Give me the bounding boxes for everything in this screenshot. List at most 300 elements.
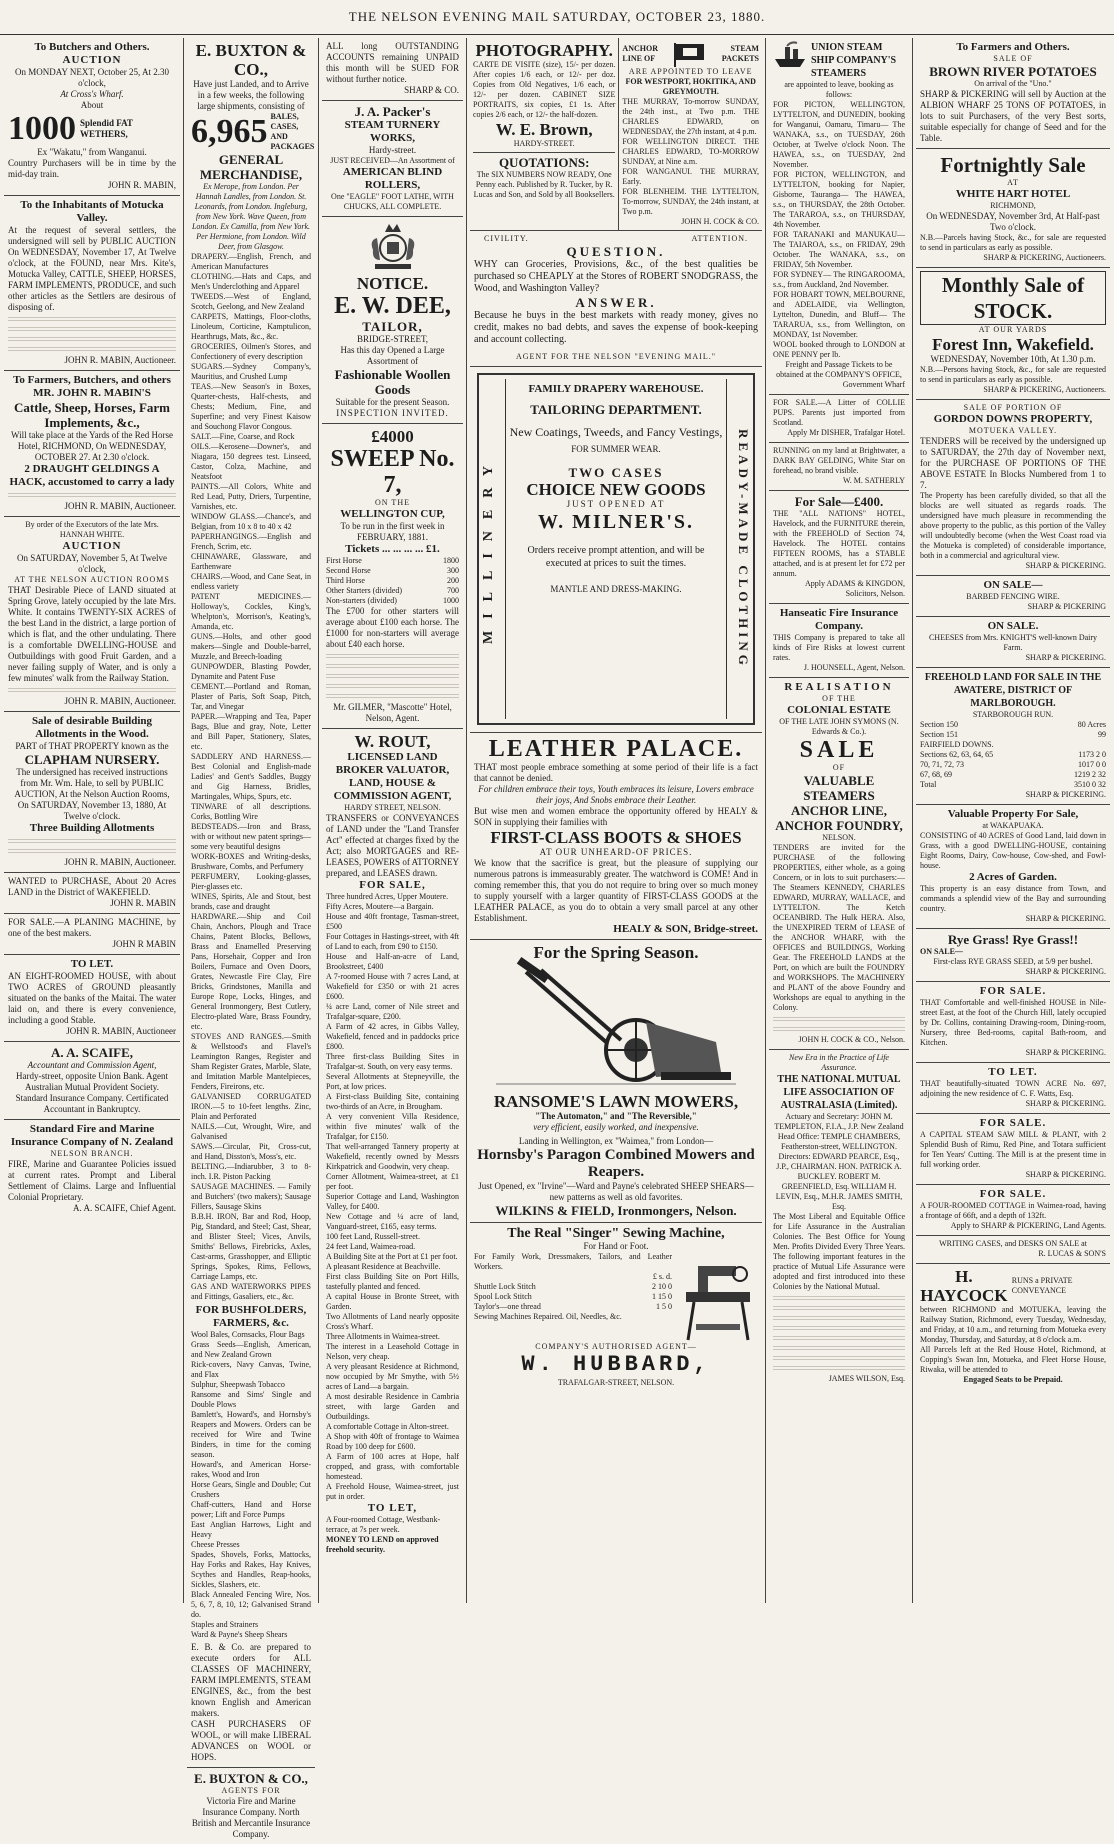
ad-signature: JOHN R. MABIN [110, 898, 176, 908]
text-lines [8, 325, 176, 333]
acreage-row [920, 770, 1106, 780]
sailing-item: FOR TARANAKI and MANUKAU— The TAIAROA, s.s., on FRIDAY, 29th October. The WANAKA, s.s., on FRIDAY, 5th November. [773, 230, 905, 269]
ad-title: Sale of desirable Building Allotments in the Wood. [31, 715, 153, 740]
ad-amount: £4000 [371, 427, 414, 446]
column-rule [765, 38, 766, 1603]
ad-clapham [4, 712, 180, 873]
property-item: A First-class Building Site, containing two-thirds of an Acre, in Brougham. [326, 1092, 459, 1111]
row-label: First Horse [326, 556, 362, 565]
ad-text: On arrival of the "Uno." [974, 79, 1052, 88]
ad-wanted [4, 873, 180, 914]
ad-title: To Farmers, Butchers, and others [13, 374, 171, 386]
ad-heading: FOR SALE, [359, 879, 426, 891]
column-4 [470, 38, 762, 1603]
merchandise-item: BELTING.—Indiarubber, 3 to 8-inch. I.R. Piston Packing [191, 1162, 311, 1181]
merchandise-item: B.B.H. IRON, Bar and Rod, Hoop, Pig, Standard, and Steel; Cast, Shear, and Blister Steel; Vices, Anvils, Smiths' Bellows, Firebricks, Axles, Cast-arms, Grasshopper, and Elliptic Springs, Spokes, Rims, Fellows, Carriage Lamps, etc. [191, 1212, 311, 1281]
ad-name: A. A. SCAIFE, [51, 1045, 133, 1060]
ad-writing-cases [916, 1236, 1110, 1264]
ad-butchers [4, 38, 180, 196]
ad-models: "The Automaton," and "The Reversible," [535, 1111, 697, 1121]
row-label: Section 150 [920, 720, 958, 729]
property-item: A 7-roomed House with 7 acres Land, at Wakefield for £350 or with 21 acres £600. [326, 972, 459, 1001]
ad-text: OF THE [822, 694, 856, 703]
merchandise-item: PATENT MEDICINES.—Holloway's, Cockles, King's, Whelpton's, Morrison's, Keating's, Amanda, etc. [191, 592, 311, 631]
ad-signature: SHARP & CO. [404, 85, 459, 95]
ad-label: ANCHOR [622, 44, 658, 53]
ad-body: Has this day Opened a Large Assortment of [340, 345, 445, 366]
ad-body: FOR WANGANUI. THE MURRAY, Early. [622, 167, 759, 186]
property-item: Three Allotments in Waimea-street. [326, 1332, 440, 1341]
merchandise-item: WORK-BOXES and Writing-desks, Brushware, Combs, and Perfumery [191, 852, 311, 871]
merchandise-item: GUNS.—Holts, and other good makers—Single and Double-barrel, Muzzle, and Breech-loading [191, 632, 311, 661]
ad-title: TO LET. [988, 1066, 1038, 1078]
ad-verse: For children embrace their toys, Youth embraces its leisure, Lovers embrace their joys, And Snobs embrace their Leather. [478, 784, 754, 805]
ad-text: MOTUEKA VALLEY. [968, 426, 1058, 435]
ad-signature: JOHN R. MABIN, [107, 180, 176, 190]
farm-goods-item: Sulphur, Sheepwash Tobacco [191, 1380, 285, 1389]
ad-subtitle: Accountant and Commission Agent, [27, 1060, 157, 1070]
ad-body: TENDERS will be received by the undersigned up to SATURDAY, the 27th day of November next, for the PURCHASE OF PORTIONS OF THE ABOVE ESTATE In Blocks Numbered from 1 to 7. [920, 436, 1106, 490]
ad-title: LEATHER PALACE. [488, 736, 744, 762]
property-item: Three hundred Acres, Upper Moutere. [326, 892, 449, 901]
ad-title: FOR SALE. [979, 1188, 1047, 1200]
ad-dee [322, 217, 463, 424]
top-row [470, 38, 762, 231]
prize-row [326, 596, 459, 606]
ad-body: CARTE DE VISITE (size), 15/- per dozen. After copies 1/6 each, or 12/- per doz. Copies from Old Negatives, 1/6 each, or 12/- per dozen. CABINET SIZE PORTRAITS, six copies, £1 1s. After copies 2/6 each, or 12/- the half-dozen. [473, 60, 616, 119]
ad-subtitle: AUCTION [62, 54, 122, 66]
ad-date: On MONDAY NEXT, October 25, At 2.30 o'clock, [15, 67, 169, 88]
ad-body: A CAPITAL STEAM SAW MILL & PLANT, with 2 Splendid Bush of Rimu, Red Pine, and Totara sufficient for Ten Years' Cutting. The Mill is at the present time in full working order. [920, 1130, 1106, 1169]
steamship-icon [773, 41, 807, 69]
ad-signature: SHARP & PICKERING. [1025, 914, 1106, 923]
row-label: Second Horse [326, 566, 371, 575]
ad-white-estate [4, 517, 180, 712]
ad-date: On SATURDAY, November 5, At Twelve o'clock, [17, 553, 167, 574]
milner-frame [477, 373, 755, 725]
merchandise-item: WINDOW GLASS.—Chance's, and Belgian, from 10 x 8 to 40 x 42 [191, 512, 311, 531]
ad-name: W. HUBBARD, [521, 1352, 711, 1377]
ad-trade: TAILOR, [362, 319, 423, 334]
ad-title: FOR SALE. [979, 1117, 1047, 1129]
ad-heading: FOR BUSHFOLDERS, FARMERS, &c. [195, 1304, 307, 1329]
column-rule [466, 38, 467, 1603]
ad-signature: JOHN R. MABIN, Auctioneer. [64, 501, 176, 511]
currency-header: £ s. d. [652, 1272, 672, 1281]
merchandise-item: SALT.—Fine, Coarse, and Rock [191, 432, 295, 441]
ad-body: Victoria Fire and Marine Insurance Company. North British and Mercantile Insurance Company. [191, 1796, 311, 1839]
property-item: A most desirable Residence in Cambria street, with large Garden and Outbuildings. [326, 1392, 459, 1421]
column-5 [769, 38, 909, 1603]
farm-goods-item: Cheese Presses [191, 1540, 240, 1549]
ad-mabin-sale [4, 371, 180, 517]
ad-fencing-wire [916, 576, 1110, 617]
merchandise-item: GAS AND WATERWORKS PIPES and Fittings, Gasaliers, etc., &c. [191, 1282, 311, 1301]
sailing-item: FOR PICTON, WELLINGTON, LYTTELTON, and DUNEDIN, booking for Wanganui, Oamaru, Timaru— The WANAKA, s.s., on TUESDAY, 26th October, at Twelve o'clock Noon. The HAWEA, s.s., on TUESDAY, 2nd November. [773, 100, 905, 169]
text-lines [8, 345, 176, 353]
ad-body: The undersigned has received instructions from Mr. Wm. Hale, to sell by PUBLIC AUCTION, At the Nelson Auction Rooms, On SATURDAY, November 13, 1880, At Twelve o'clock. [14, 767, 170, 821]
property-item: A very convenient Villa Residence, within five minutes' walk of the Trafalgar, for £150. [326, 1112, 459, 1141]
farm-goods-item: Bamlett's, Howard's, and Hornsby's Reapers and Mowers. Orders can be received for Wire and Twine Binders, in time for the coming season. [191, 1410, 311, 1459]
row-label: Taylor's—one thread [474, 1302, 541, 1311]
property-item: Three first-class Building Sites in Trafalgar-st. South, on very easy terms. [326, 1052, 459, 1071]
ad-title: QUESTION. [566, 244, 666, 259]
ad-buxton-agents [187, 1768, 315, 1844]
ad-title: To the Inhabitants of Motucka Valley. [20, 199, 164, 224]
ad-place: AT THE NELSON AUCTION ROOMS [14, 575, 170, 584]
ad-symons-estate [769, 678, 909, 1050]
ad-name: W. ROUT, [354, 732, 431, 751]
ad-body: JUST RECEIVED—An Assortment of [330, 156, 455, 165]
row-label: 70, 71, 72, 73 [920, 760, 964, 769]
ad-packer [322, 101, 463, 217]
prize-row [326, 586, 459, 596]
row-label: Sections 62, 63, 64, 65 [920, 750, 994, 759]
ad-street: TRAFALGAR-STREET, NELSON. [557, 1378, 675, 1387]
ad-side-label: READY-MADE CLOTHING [736, 429, 751, 669]
ad-title: E. BUXTON & CO., [194, 1771, 308, 1786]
ad-title: J. A. Packer's [354, 104, 431, 119]
ad-body: SHARP & PICKERING will sell by Auction at the ALBION WHARF 25 TONS OF POTATOES, in lots to suit Purchasers, of the very Best sorts, suitable especially for change of Seed and for the Table. [920, 89, 1106, 143]
merchandise-item: SAUSAGE MACHINES. — Family and Butchers' (two makers); Sausage Fillers, Sausage Skins [191, 1182, 311, 1211]
merchandise-item: SADDLERY AND HARNESS.—Best Colonial and English-made Ladies' and Gent's Saddles, Buggy and Gig Harness, Bridles, Martingales, Whips, Spurs, etc. [191, 752, 311, 801]
lawn-mower-illustration [486, 962, 746, 1092]
ad-union-steam [769, 38, 909, 395]
acreage-row [920, 760, 1106, 770]
ad-signature: SHARP & PICKERING. [1025, 1170, 1106, 1179]
row-label: Spool Lock Stitch [474, 1292, 532, 1301]
property-item: Fifty Acres, Moutere—a Bargain. [326, 902, 434, 911]
ad-saw-mill [916, 1114, 1110, 1185]
row-value: 3510 0 32 [1074, 780, 1106, 789]
ad-standard-insurance [4, 1120, 180, 1218]
ad-body: FOR SALE.—A Litter of COLLIE PUPS. Parents just imported from Scotland. [773, 398, 905, 427]
text-lines [8, 335, 176, 343]
prize-row [326, 576, 459, 586]
ad-street: HARDY STREET, NELSON. [344, 803, 441, 812]
acreage-table [920, 720, 1106, 790]
ad-heading: Cattle, Sheep, Horses, Farm Implements, &c., [14, 400, 170, 430]
row-value: 2 10 0 [652, 1282, 672, 1291]
ad-text: Ex "Wakatu," from Wanganui. [37, 147, 147, 157]
row-value: 200 [447, 576, 459, 585]
ad-signature: Apply Mr DISHER, Trafalgar Hotel. [787, 428, 905, 437]
ad-heading: TAILORING DEPARTMENT. [530, 402, 702, 417]
ad-name: E. W. DEE, [334, 293, 451, 319]
ad-number: 1000 [8, 110, 76, 147]
ad-notice: NOTICE. [356, 274, 429, 293]
ad-subtitle: are appointed to leave, booking as follows: [784, 80, 894, 99]
text-lines [326, 672, 459, 680]
property-item: New Cottage and ¼ acre of land, Vanguard-street, £165, easy terms. [326, 1212, 459, 1231]
merchandise-item: GUNPOWDER, Blasting Powder, Dynamite and Patent Fuse [191, 662, 311, 681]
ad-place: At Cross's Wharf. [60, 89, 124, 99]
ad-text: Country Purchasers will be in time by the mid-day train. [8, 158, 176, 179]
ad-street: BRIDGE-STREET, [356, 334, 429, 344]
ad-cottage [916, 1185, 1110, 1236]
text-lines [8, 837, 176, 845]
masthead: THE NELSON EVENING MAIL SATURDAY, OCTOBER 23, 1880. [0, 0, 1114, 35]
ad-body: New Coatings, Tweeds, and Fancy Vestings, [509, 425, 723, 439]
ad-signature: JOHN R. MABIN, Auctioneer. [64, 355, 176, 365]
property-item: House and Half-an-acre of Land, Brookstreet, £400 [326, 952, 459, 971]
column-3 [322, 38, 463, 1603]
merchandise-item: OILS.—Kerosene—Downer's, and Niagara, 150 degrees test. Linseed, Castor, Colza, Machine, and Neatsfoot [191, 442, 311, 481]
ad-label: CIVILITY. [484, 234, 529, 243]
text-lines [773, 1334, 905, 1342]
ad-scaife [4, 1042, 180, 1120]
ad-heading: 2 Acres of Garden. [969, 871, 1057, 883]
ad-signature: WILKINS & FIELD, Ironmongers, Nelson. [495, 1203, 737, 1218]
ad-body: THAT beautifully-situated TOWN ACRE No. 697, adjoining the new residence of C. F. Watts, Esq. [920, 1079, 1106, 1098]
ad-signature: Engaged Seats to be Prepaid. [963, 1375, 1063, 1384]
ad-body: The £700 for other starters will average about £100 each horse. The £1000 for non-starters will average about £40 each horse. [326, 606, 459, 649]
merchandise-item: GALVANISED CORRUGATED IRON.—5 to 10-feet lengths. Zinc, Plain and Perforated [191, 1092, 311, 1121]
farm-goods-item: Horse Gears, Single and Double; Cut Crushers [191, 1480, 311, 1499]
ad-title: FAMILY DRAPERY WAREHOUSE. [528, 383, 704, 395]
ad-body: THAT most people embrace something at some period of their life is a fact that cannot be denied. [474, 762, 758, 783]
text-lines [326, 682, 459, 690]
ad-name: MR. JOHN R. MABIN'S [33, 387, 151, 399]
ad-body: All Parcels left at the Red House Hotel, Richmond, at Copping's Swan Inn, Motueka, and Fleet Horse House, Riwaka, will be attended to [920, 1345, 1106, 1374]
ad-footer: AGENT FOR THE NELSON "EVENING MAIL." [515, 352, 716, 361]
ad-wakapuaka [916, 805, 1110, 929]
ad-name: W. E. Brown, [495, 120, 593, 139]
ad-body: CASH PURCHASERS OF WOOL, or will make LIBERAL ADVANCES on WOOL or HOPS. [191, 1719, 311, 1762]
ad-text: RICHMOND, [990, 201, 1036, 210]
farm-goods-item: Chaff-cutters, Hand and Horse power; Lift and Force Pumps [191, 1500, 311, 1519]
ad-body: At the request of several settlers, the undersigned will sell by PUBLIC AUCTION On WEDNESDAY, November 17, At Twelve o'clock, at the FOUND, near Mrs. Kite's, Motucka Valley, CATTLE, SHEEP, HORSES, FARM IMPLEMENTS, PRODUCE, and such other articles as the Settlers are desirous of disposing of. [8, 225, 176, 312]
row-value: 700 [447, 586, 459, 595]
ad-body: This property is an easy distance from Town, and commands a splendid view of the Bay and surrounding country. [920, 884, 1106, 913]
ad-text: Sewing Machines Repaired. Oil, Needles, &c. [474, 1312, 622, 1321]
ad-goods: Fashionable Woollen Goods [334, 367, 451, 397]
property-item: Four Cottages in Hastings-street, with 4ft of Land to each, from £90 to £150. [326, 932, 459, 951]
ad-text: SALE OF PORTION OF [963, 403, 1063, 412]
acreage-row [920, 740, 1106, 750]
sailing-item: FOR SYDNEY— The RINGAROOMA, s.s., from Auckland, 2nd November. [773, 270, 905, 289]
ad-subtitle: AGENTS FOR [221, 1786, 281, 1795]
ad-side-label: MILLINERY [481, 454, 496, 644]
ad-heading: Forest Inn, Wakefield. [932, 335, 1094, 354]
property-item: 100 feet Land, Russell-street. [326, 1232, 420, 1241]
ad-text: COMPANY'S AUTHORISED AGENT— [535, 1342, 697, 1351]
text-lines [773, 1304, 905, 1312]
text-lines [326, 662, 459, 670]
ad-heading: CHOICE NEW GOODS [526, 480, 706, 499]
ad-heading: STARBOROUGH RUN. [972, 710, 1054, 719]
ad-body: Because he buys in the best markets with ready money, gives no credit, makes no bad debts, and saves the expense of book-keeping and account collecting. [474, 310, 758, 345]
ad-heading: Hornsby's Paragon Combined Mowers and Reapers. [477, 1147, 755, 1180]
ad-heading: ANCHOR FOUNDRY, [775, 818, 903, 833]
ad-footer: MANTLE AND DRESS-MAKING. [550, 584, 682, 594]
property-list [326, 892, 459, 1502]
farm-goods-item: Staples and Strainers [191, 1620, 259, 1629]
ad-body: Hardy-street, opposite Union Bank. Agent Australian Mutual Provident Society. Standard Insurance Company. Certificated Accountant in Bankruptcy. [15, 1071, 169, 1114]
ad-text: Landing in Wellington, ex "Waimea," from London— [518, 1136, 714, 1146]
ad-gordon-downs [916, 400, 1110, 576]
merchandise-item: SAWS.—Circular, Pit, Cross-cut, and Hand, Disston's, Moss's, etc. [191, 1142, 311, 1161]
property-item: ¼ acre Land, corner of Nile street and Trafalgar-square, £200. [326, 1002, 459, 1021]
ad-body: BARBED FENCING WIRE. [966, 592, 1060, 601]
ad-motucka [4, 196, 180, 371]
ad-text: AT [1007, 178, 1019, 187]
ad-title: ANSWER. [575, 295, 657, 310]
merchandise-item: DRAPERY.—English, French, and American Manufactures [191, 252, 311, 271]
ad-subtitle: For Hand or Foot. [583, 1241, 649, 1251]
ad-signature: R. LUCAS & SON'S [1038, 1249, 1106, 1258]
ad-signature: SHARP & PICKERING. [1025, 1099, 1106, 1108]
ad-body: CONSISTING of 40 ACRES of Good Land, laid down in Grass, with a good DWELLING-HOUSE, containing Eight Rooms, Dairy, Cow-house, Cow-shed, and Fowl-house. [920, 831, 1106, 870]
ad-monthly-sale [916, 268, 1110, 400]
ad-text: ON SALE— [920, 947, 963, 956]
ad-signature: HEALY & SON, Bridge-street. [613, 923, 758, 935]
ad-signature: SHARP & PICKERING, Auctioneers. [983, 253, 1106, 262]
ad-body: WANTED to PURCHASE, About 20 Acres LAND in the District of WAKEFIELD. [8, 876, 176, 897]
merchandise-item: HARDWARE.—Ship and Coil Chain, Anchors, Plough and Trace Chains, Patent Blocks, Bellows, Brass and Enamelled Preserving Pans, Horsehair, Copper and Iron Boilers, Furnace and Oven Doors, Grates, Newcastle Fire Clay, Fire Bricks, Grindstones, Manilla and Europe Rope, Locks, Hinges, and General Ironmongery, Best Cutlery, Electro-plated Ware, Brass Foundry, etc. [191, 912, 311, 1031]
sailing-list [773, 100, 905, 340]
ad-body: TRANSFERS or CONVEYANCES of LAND under the "Land Transfer Act" effected at charges fixed by the Act; also MORTGAGES and RE-LEASES, POWERS of ATTORNEY prepared, and LEASES drawn. [326, 813, 459, 878]
row-value: 99 [1098, 730, 1106, 739]
property-item: Several Allotments at Stepneyville, the Port, at low prices. [326, 1072, 459, 1091]
ad-title: SWEEP No. 7, [330, 446, 455, 498]
property-item: A Building Site at the Port at £1 per foot. [326, 1252, 458, 1261]
ad-title: Standard Fire and Marine Insurance Company of N. Zealand [10, 1123, 174, 1148]
farm-goods-item: Ransome and Sims' Single and Double Plows [191, 1390, 311, 1409]
ad-signature: JOHN R. MABIN, Auctioneer. [64, 857, 176, 867]
ad-date: To be run in the first week in FEBRUARY, 1881. [340, 521, 445, 542]
prize-row [326, 556, 459, 566]
ad-hanseatic [769, 604, 909, 678]
ad-heading: TO LET, [367, 1502, 418, 1514]
merchandise-item: STOVES AND RANGES.—Smith & Wellstood's and Flavel's Leamington Ranges, Register and Sham Register Grates, Marble, Slate, and Imitation Marble Mantelpieces, Fenders, Fireirons, etc. [191, 1032, 311, 1091]
merchandise-item: TEAS.—New Season's in Boxes, Quarter-chests, Half-chests, and Chests; Medium, Fine, and Superfine; and very Finest Kaisow and Souchong Flavor Congous. [191, 382, 311, 431]
ad-body: RUNNING on my land at Brightwater, a DARK BAY GELDING, White Star on forehead, no brand visible. [773, 446, 905, 475]
ad-name: H. HAYCOCK [920, 1267, 1008, 1305]
ad-body: Actuary and Secretary: JOHN M. TEMPLETON, F.I.A., J.P. New Zealand Head Office: TEMPLE CHAMBERS, Featherston-street, WELLINGTON. [774, 1112, 904, 1151]
ad-signature: JOHN R. MABIN, Auctioneer [66, 1026, 176, 1036]
ad-label: ATTENTION. [691, 234, 748, 243]
ad-heading: GENERAL MERCHANDISE, [199, 152, 303, 182]
ad-anchor-line [619, 38, 762, 230]
ad-singer [470, 1223, 762, 1392]
sailing-item: FOR HOBART TOWN, MELBOURNE, and ADELAIDE, via Wellington, Lyttelton, Dunedin, and Bluff— The TARARUA, s.s., from Wellington, on MONDAY, 1st November. [773, 290, 905, 339]
ad-cheeses [916, 617, 1110, 668]
ad-text: at WAKAPUAKA. [982, 821, 1044, 830]
ad-signature: SHARP & PICKERING. [1025, 790, 1106, 799]
ad-text: OF THE LATE JOHN SYMONS (N. Edwards & Co.). [779, 717, 899, 736]
property-item: Superior Cottage and Land, Washington Valley, for £400. [326, 1192, 459, 1211]
ad-signature: A. A. SCAIFE, Chief Agent. [72, 1203, 176, 1213]
merchandise-item: TWEEDS.—West of England, Scotch, Geelong, and New Zealand [191, 292, 311, 311]
ad-snodgrass [470, 231, 762, 367]
ad-title: Hanseatic Fire Insurance Company. [779, 607, 899, 632]
ad-signature: SHARP & PICKERING [1027, 602, 1106, 611]
property-item: A Farm of 42 acres, in Gibbs Valley, Wakefield, fenced and in paddocks price £800. [326, 1022, 459, 1051]
ad-text: JUST OPENED AT [566, 499, 666, 509]
ad-signature: SHARP & PICKERING, Auctioneers. [983, 385, 1106, 394]
merchandise-item: PAPERHANGINGS.—English and French, Scrim, etc. [191, 532, 311, 551]
property-item: Two Allotments of Land nearly opposite Cross's Wharf. [326, 1312, 459, 1331]
ad-item: AMERICAN BLIND ROLLERS, [342, 166, 443, 191]
ad-potatoes [916, 38, 1110, 149]
ad-unit: BALES, CASES, AND PACKAGES [270, 112, 315, 151]
ad-title: Rye Grass! Rye Grass!! [947, 932, 1079, 947]
ad-heading: COLONIAL ESTATE [787, 704, 891, 716]
text-lines [773, 1364, 905, 1372]
property-item: First class Building Site on Port Hills, tastefully planted and fenced. [326, 1272, 459, 1291]
ad-fortnightly-sale [916, 149, 1110, 268]
ad-item: Splendid FAT WETHERS, [80, 118, 133, 139]
ad-signature: J. HOUNSELL, Agent, Nelson. [803, 663, 905, 672]
ad-planing [4, 914, 180, 955]
ad-body: AN EIGHT-ROOMED HOUSE, with about TWO ACRES of GROUND pleasantly situated on the banks of the Maitai. The water laid on, and there is every convenience, including a good Stable. [8, 971, 176, 1025]
ad-text: very efficient, easily worked, and inexpensive. [533, 1122, 699, 1132]
ad-note: N.B.—Parcels having Stock, &c., for sale are requested to send in particulars as early as possible. [920, 233, 1106, 252]
ad-text: AT OUR YARDS [978, 325, 1048, 334]
ad-heading: WELLINGTON CUP, [340, 508, 445, 520]
ad-signature: SHARP & PICKERING. [1025, 653, 1106, 662]
ad-title: RUNS a PRIVATE CONVEYANCE [1011, 1276, 1073, 1295]
ad-collie-pups [769, 395, 909, 443]
ad-signature: SHARP & PICKERING. [1025, 561, 1106, 570]
text-lines [773, 1015, 905, 1023]
acreage-row [920, 720, 1106, 730]
column-rule [318, 38, 319, 1603]
ad-title: REALISATION [784, 681, 894, 693]
property-item: A comfortable Cottage in Alton-street. [326, 1422, 449, 1431]
merchandise-item: PERFUMERY, Looking-glasses, Pier-glasses etc. [191, 872, 311, 891]
text-lines [773, 1354, 905, 1362]
ad-label: STEAM PACKETS [721, 44, 759, 63]
text-lines [773, 1294, 905, 1302]
ad-photography [470, 38, 619, 230]
farm-goods-item: Spades, Shovels, Forks, Mattocks, Hay Forks and Rakes, Hay Knives, Scythes and Handles, Reap-hooks, Sickles, Slashers, etc. [191, 1550, 311, 1589]
ad-gelding [769, 443, 909, 491]
ad-signature: SHARP & PICKERING. [1025, 1048, 1106, 1057]
ad-body: FOR SALE.—A PLANING MACHINE, by one of the best makers. [8, 917, 176, 938]
ad-body: FOR WELLINGTON DIRECT. THE CHARLES EDWARD, TO-MORROW SUNDAY, at Nine a.m. [622, 137, 759, 166]
row-value: 1 15 0 [652, 1292, 672, 1301]
ad-body: But wise men and women embrace the opportunity offered by HEALY & SON in supplying their families with [474, 806, 758, 827]
property-item: A pleasant Residence at Beachville. [326, 1262, 441, 1271]
merchandise-item: WINES, Spirits, Ale and Stout, best brands, case and draught [191, 892, 311, 911]
ad-title: LICENSED LAND BROKER VALUATOR, [335, 751, 450, 776]
ad-name: THE NATIONAL MUTUAL LIFE ASSOCIATION OF AUSTRALASIA (Limited). [777, 1074, 901, 1111]
property-item: A Farm of 100 acres at Hope, half cropped, and grass, with comfortable homestead. [326, 1452, 459, 1481]
ad-date: On WEDNESDAY, November 3rd, At Half-past Two o'clock. [926, 211, 1100, 232]
merchandise-item: TINWARE of all descriptions. Corks, Bottling Wire [191, 802, 311, 821]
ad-freehold-awatere [916, 668, 1110, 805]
property-item: A Freehold House, Waimea-street, just put in order. [326, 1482, 459, 1501]
ad-signature: Apply ADAMS & KINGDON, Solicitors, Nelson. [804, 579, 905, 598]
ad-sharp-accounts [322, 38, 463, 101]
column-1 [4, 38, 180, 1603]
ad-title: PHOTOGRAPHY. [475, 41, 613, 60]
ad-signature: JOHN H. COCK & CO., Nelson. [798, 1035, 905, 1044]
text-lines [773, 1025, 905, 1033]
price-row [474, 1292, 672, 1302]
ad-body: Suitable for the present Season. [335, 397, 450, 407]
ad-signature: Government Wharf [842, 380, 905, 389]
ad-body: THE "ALL NATIONS" HOTEL, Havelock, and the FURNITURE therein, with the FREEHOLD of Section 74, Havelock. The HOTEL contains FIFTEEN ROOMS, has a STABLE attached, and is at present let for £72 per annum. [773, 509, 905, 578]
ad-tickets: Tickets ... ... ... ... £1. [345, 543, 440, 555]
ad-text: NELSON. [822, 833, 856, 842]
ad-signature: JOHN R MABIN [112, 939, 176, 949]
royal-crest-icon [363, 220, 423, 274]
ad-sweep [322, 424, 463, 729]
ad-heading: By order of the Executors of the late Mrs. HANNAH WHITE. [25, 520, 159, 539]
